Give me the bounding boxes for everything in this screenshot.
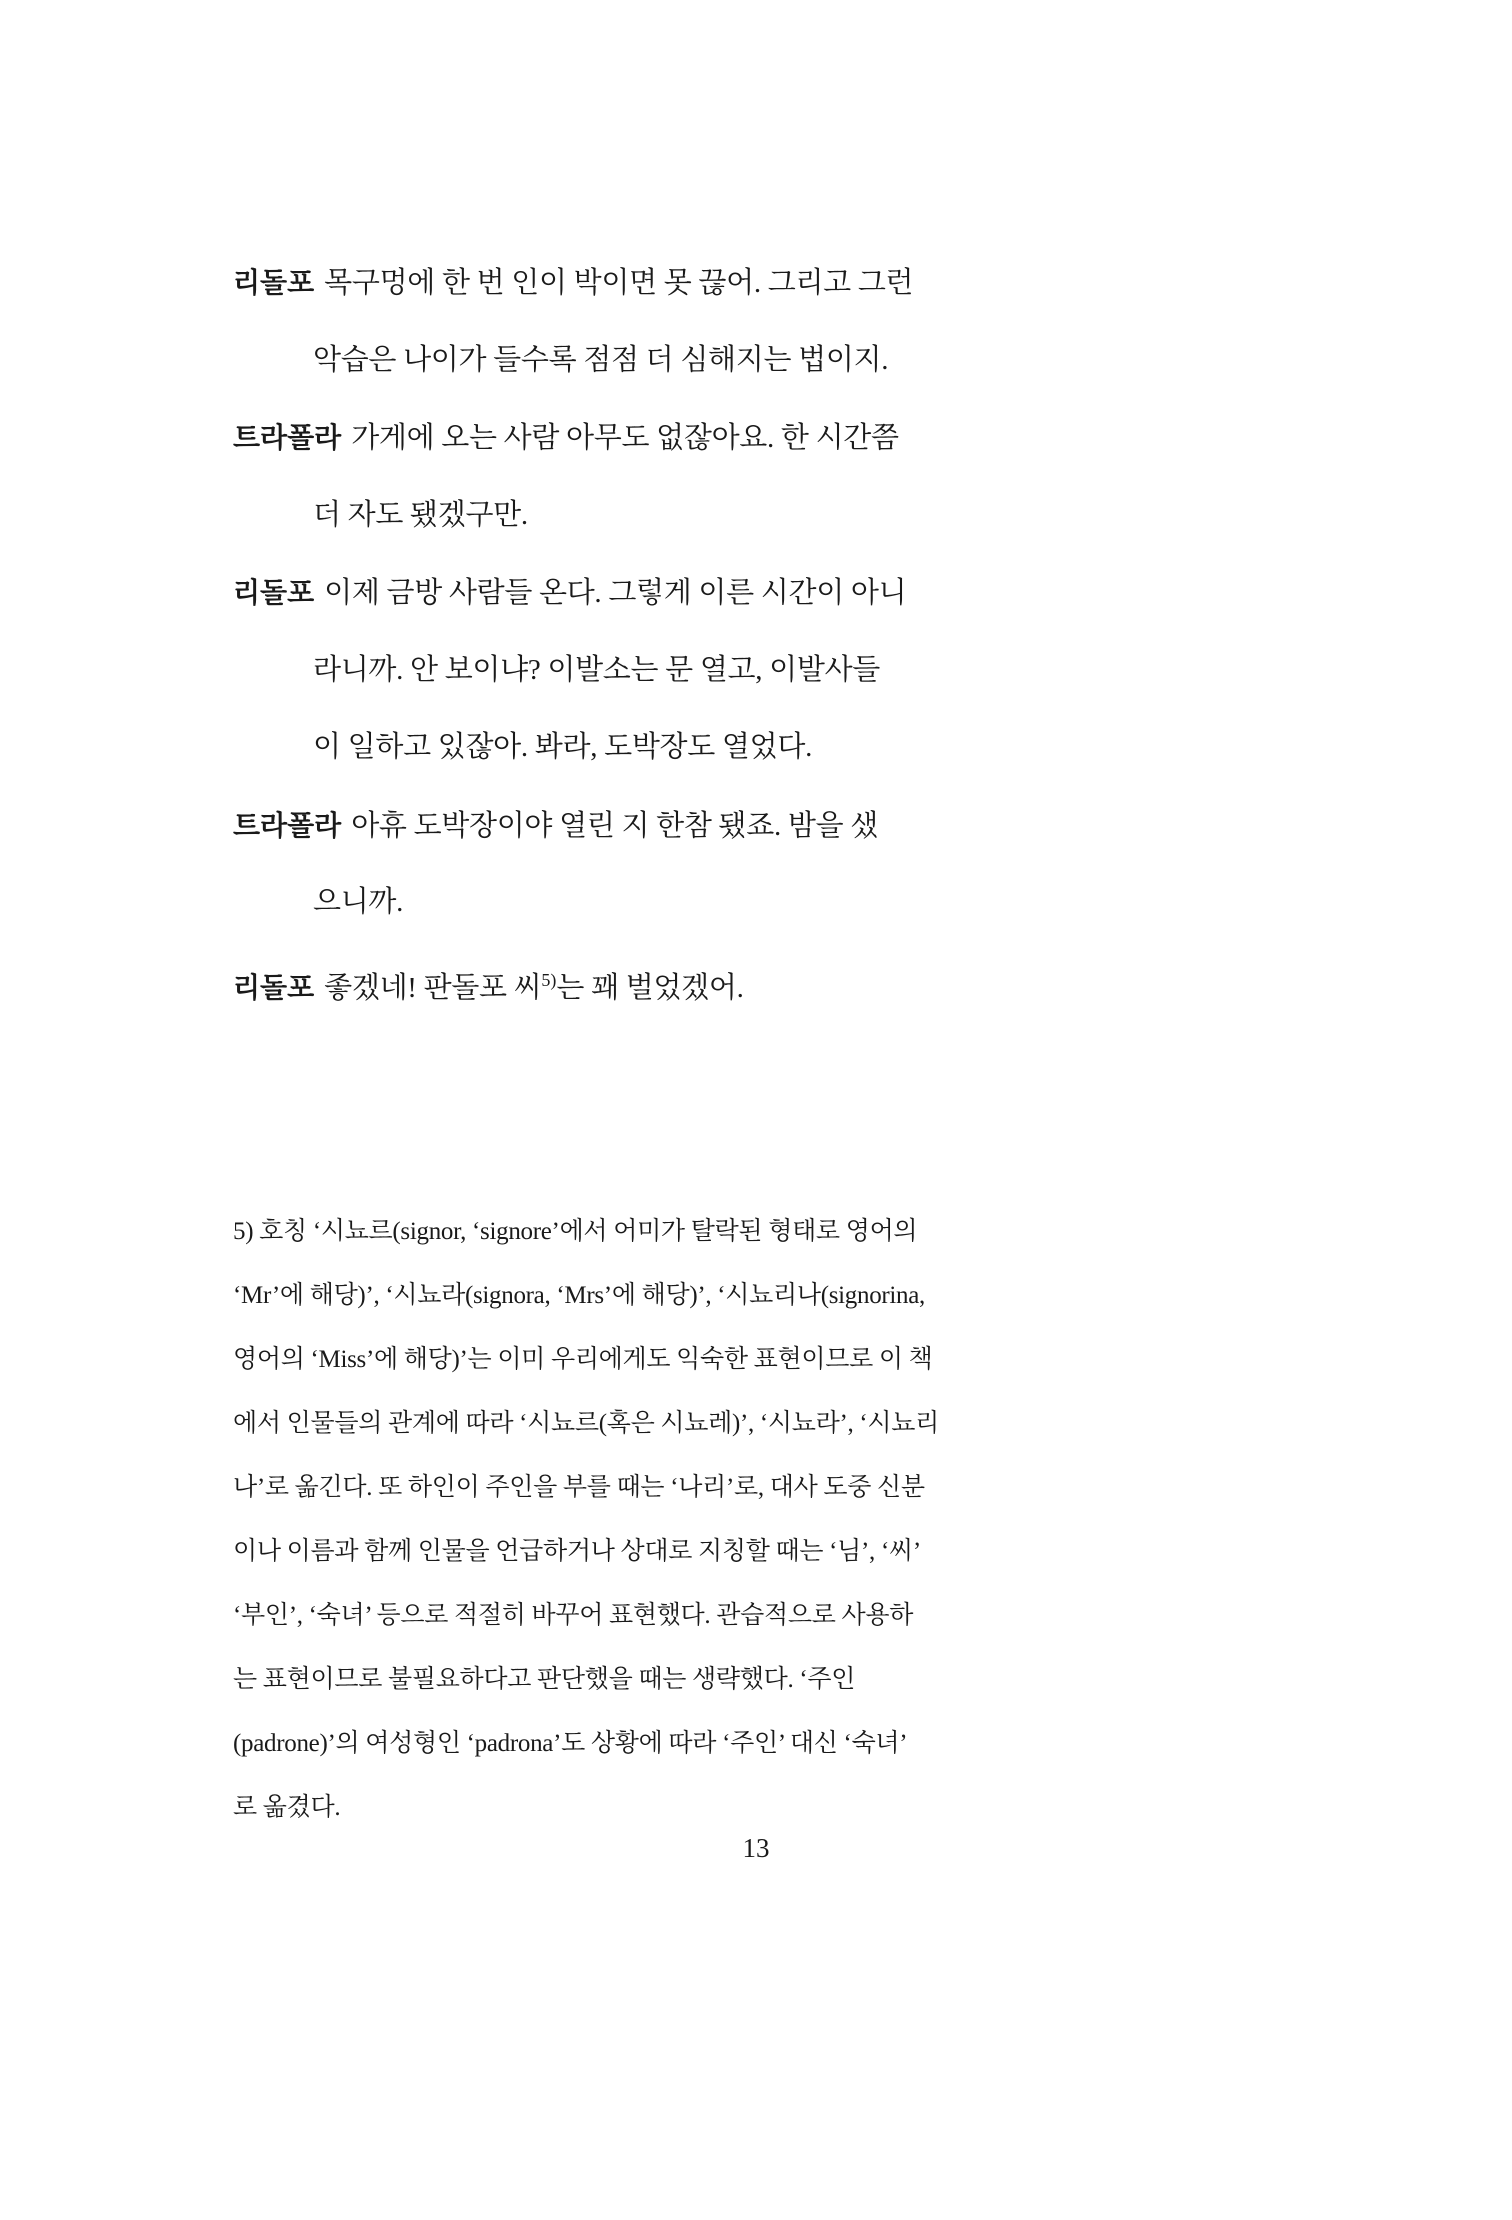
dialogue-text: 는 꽤 벌었겠어.: [556, 971, 744, 1004]
dialogue-line-continuation: [233, 322, 933, 400]
dialogue-line-continuation: [233, 864, 933, 942]
dialogue-line-continuation: [233, 477, 933, 555]
dialogue-text: 좋겠네! 판돌포 씨: [324, 971, 542, 1004]
footnote-line: 나’로 옮긴다. 또 하인이 주인을 부를 때는 ‘나리’로, 대사 도중 신분: [233, 1474, 925, 1501]
dialogue-text: 악습은 나이가 들수록 점점 더 심해지는 법이지.: [313, 343, 889, 376]
dialogue-text: 이제 금방 사람들 온다. 그렇게 이른 시간이 아니: [324, 577, 907, 609]
dialogue-text: 목구멍에 한 번 인이 박이면 못 끊어. 그리고 그런: [324, 267, 914, 299]
dialogue-text: 더 자도 됐겠구만.: [313, 498, 528, 531]
footnote-line: ‘Mr’에 해당)’, ‘시뇨라(signora, ‘Mrs’에 해당)’, ‘시뇨리나(signorina,: [233, 1282, 926, 1309]
footnote-line: 영어의 ‘Miss’에 해당)’는 이미 우리에게도 익숙한 표현이므로 이 책: [233, 1346, 933, 1373]
speaker-name: 리돌포: [233, 971, 315, 1003]
dialogue-line: [233, 554, 933, 632]
speaker-name: 트라폴라: [233, 422, 342, 453]
dialogue-text: 가게에 오는 사람 아무도 없잖아요. 한 시간쯤: [351, 422, 899, 454]
speaker-name: 리돌포: [233, 577, 315, 608]
dialogue-text: 라니까. 안 보이냐? 이발소는 문 열고, 이발사들: [313, 653, 881, 686]
dialogue-block: [233, 244, 933, 1019]
dialogue-line: [233, 787, 933, 865]
dialogue-line-continuation: [233, 709, 933, 787]
footnote-line: 로 옮겼다.: [233, 1794, 341, 1821]
dialogue-line: [233, 244, 933, 322]
speaker-name: 트라폴라: [233, 809, 342, 841]
footnote-line: 이나 이름과 함께 인물을 언급하거나 상대로 지칭할 때는 ‘님’, ‘씨’: [233, 1538, 921, 1565]
dialogue-text: 으니까.: [313, 886, 404, 918]
footnote-line: 는 표현이므로 불필요하다고 판단했을 때는 생략했다. ‘주인: [233, 1666, 856, 1693]
dialogue-text: 아휴 도박장이야 열린 지 한참 됐죠. 밤을 샜: [351, 809, 878, 842]
speaker-name: 리돌포: [233, 267, 315, 298]
footnote-block: [233, 1200, 939, 1840]
dialogue-text: 이 일하고 있잖아. 봐라, 도박장도 열었다.: [313, 731, 813, 763]
page-number: 13: [742, 1833, 770, 1863]
footnote-reference-marker: 5): [541, 969, 557, 990]
footnote-line: ‘부인’, ‘숙녀’ 등으로 적절히 바꾸어 표현했다. 관습적으로 사용하: [233, 1602, 914, 1629]
footnote-line: (padrone)’의 여성형인 ‘padrona’도 상황에 따라 ‘주인’ 대신 ‘숙녀’: [233, 1730, 908, 1757]
footnote-line: 에서 인물들의 관계에 따라 ‘시뇨르(혹은 시뇨레)’, ‘시뇨라’, ‘시뇨리: [233, 1410, 939, 1437]
dialogue-line: [233, 942, 933, 1020]
footnote-line: 5) 호칭 ‘시뇨르(signor, ‘signore’에서 어미가 탈락된 형태로 영어의: [233, 1218, 918, 1245]
dialogue-line-continuation: [233, 632, 933, 710]
dialogue-line: [233, 399, 933, 477]
